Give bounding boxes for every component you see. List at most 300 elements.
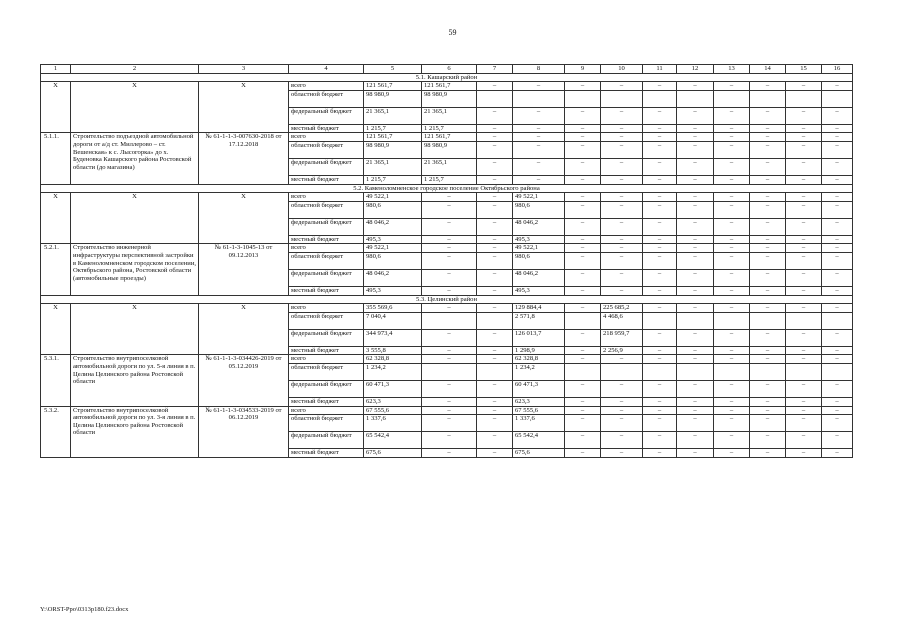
amount-cell: – <box>477 355 513 364</box>
amount-cell: 67 555,6 <box>364 406 422 415</box>
item-name: Х <box>71 304 199 355</box>
section-row <box>41 295 853 304</box>
amount-cell: – <box>422 286 477 295</box>
amount-cell: 98 980,9 <box>422 141 477 158</box>
amount-cell: – <box>750 286 786 295</box>
amount-cell: – <box>822 406 853 415</box>
amount-cell: – <box>601 82 643 91</box>
funding-source: областной бюджет <box>289 201 364 218</box>
amount-cell: – <box>643 82 677 91</box>
amount-cell: – <box>477 269 513 286</box>
amount-cell: – <box>565 304 601 313</box>
amount-cell: – <box>677 406 714 415</box>
amount-cell: – <box>477 141 513 158</box>
amount-cell: – <box>786 380 822 397</box>
table-row <box>41 304 853 313</box>
amount-cell <box>422 312 477 329</box>
amount-cell: – <box>601 193 643 202</box>
funding-source: федеральный бюджет <box>289 158 364 175</box>
amount-cell: – <box>477 158 513 175</box>
amount-cell: – <box>643 124 677 133</box>
section-title: 5.1. Кашарский район <box>41 73 853 82</box>
column-number: 14 <box>750 65 786 74</box>
amount-cell: 980,6 <box>513 201 565 218</box>
amount-cell: – <box>422 201 477 218</box>
amount-cell: – <box>714 124 750 133</box>
amount-cell: – <box>822 193 853 202</box>
amount-cell: – <box>565 244 601 253</box>
amount-cell: – <box>565 252 601 269</box>
amount-cell: – <box>477 244 513 253</box>
funding-source: местный бюджет <box>289 397 364 406</box>
amount-cell: – <box>750 218 786 235</box>
amount-cell: 121 561,7 <box>422 82 477 91</box>
amount-cell <box>677 312 714 329</box>
amount-cell <box>513 90 565 107</box>
amount-cell: – <box>677 415 714 432</box>
amount-cell <box>477 90 513 107</box>
amount-cell: – <box>565 201 601 218</box>
amount-cell: 48 046,2 <box>364 269 422 286</box>
amount-cell: – <box>822 141 853 158</box>
amount-cell: – <box>714 193 750 202</box>
amount-cell <box>750 312 786 329</box>
amount-cell: – <box>677 380 714 397</box>
amount-cell: – <box>750 244 786 253</box>
amount-cell: – <box>822 432 853 449</box>
amount-cell: – <box>422 406 477 415</box>
amount-cell: – <box>822 175 853 184</box>
amount-cell <box>714 363 750 380</box>
amount-cell: 980,6 <box>513 252 565 269</box>
table-row <box>41 244 853 253</box>
amount-cell: 67 555,6 <box>513 406 565 415</box>
amount-cell: 49 522,1 <box>513 193 565 202</box>
section-title: 5.3. Целинский район <box>41 295 853 304</box>
amount-cell: – <box>822 252 853 269</box>
amount-cell: 2 256,9 <box>601 346 643 355</box>
amount-cell: – <box>677 133 714 142</box>
funding-source: местный бюджет <box>289 175 364 184</box>
amount-cell: – <box>714 449 750 458</box>
amount-cell <box>565 363 601 380</box>
amount-cell: – <box>565 158 601 175</box>
amount-cell: – <box>677 397 714 406</box>
amount-cell: – <box>714 269 750 286</box>
amount-cell: – <box>822 380 853 397</box>
amount-cell: – <box>643 141 677 158</box>
amount-cell: 98 980,9 <box>364 90 422 107</box>
amount-cell: – <box>477 82 513 91</box>
amount-cell: – <box>714 175 750 184</box>
amount-cell: 49 522,1 <box>364 193 422 202</box>
amount-cell: – <box>677 141 714 158</box>
amount-cell: – <box>643 355 677 364</box>
amount-cell: 623,3 <box>513 397 565 406</box>
item-number: 5.3.2. <box>41 406 71 457</box>
amount-cell: – <box>786 304 822 313</box>
amount-cell: 1 298,9 <box>513 346 565 355</box>
amount-cell: 21 365,1 <box>364 158 422 175</box>
funding-source: областной бюджет <box>289 363 364 380</box>
amount-cell: 225 685,2 <box>601 304 643 313</box>
amount-cell: 7 040,4 <box>364 312 422 329</box>
amount-cell: 98 980,9 <box>364 141 422 158</box>
column-number: 12 <box>677 65 714 74</box>
amount-cell: 65 542,4 <box>364 432 422 449</box>
amount-cell: – <box>786 133 822 142</box>
funding-source: федеральный бюджет <box>289 218 364 235</box>
amount-cell: – <box>714 235 750 244</box>
amount-cell: – <box>601 124 643 133</box>
amount-cell: – <box>643 329 677 346</box>
amount-cell: 98 980,9 <box>422 90 477 107</box>
amount-cell: – <box>750 201 786 218</box>
amount-cell: 48 046,2 <box>513 269 565 286</box>
item-registration: Х <box>199 193 289 244</box>
amount-cell: – <box>786 158 822 175</box>
amount-cell <box>786 363 822 380</box>
item-number: Х <box>41 304 71 355</box>
amount-cell: – <box>822 235 853 244</box>
table-row <box>41 193 853 202</box>
amount-cell: – <box>601 415 643 432</box>
amount-cell: 1 234,2 <box>364 363 422 380</box>
amount-cell: – <box>643 415 677 432</box>
amount-cell: – <box>750 397 786 406</box>
amount-cell: 1 337,6 <box>364 415 422 432</box>
amount-cell: – <box>714 158 750 175</box>
amount-cell: – <box>601 141 643 158</box>
amount-cell: – <box>714 355 750 364</box>
amount-cell: – <box>513 158 565 175</box>
amount-cell: – <box>565 329 601 346</box>
amount-cell: – <box>822 201 853 218</box>
amount-cell: – <box>513 175 565 184</box>
amount-cell: – <box>477 406 513 415</box>
amount-cell: 60 471,3 <box>513 380 565 397</box>
funding-source: федеральный бюджет <box>289 380 364 397</box>
amount-cell: – <box>422 218 477 235</box>
amount-cell: – <box>477 286 513 295</box>
amount-cell: – <box>786 244 822 253</box>
amount-cell: – <box>601 244 643 253</box>
amount-cell: – <box>422 380 477 397</box>
amount-cell: – <box>513 82 565 91</box>
page-number: 59 <box>448 28 457 37</box>
column-number: 10 <box>601 65 643 74</box>
amount-cell <box>750 363 786 380</box>
amount-cell: – <box>643 380 677 397</box>
amount-cell: 1 234,2 <box>513 363 565 380</box>
amount-cell: – <box>422 432 477 449</box>
amount-cell: – <box>750 133 786 142</box>
amount-cell: – <box>565 141 601 158</box>
amount-cell: 21 365,1 <box>364 107 422 124</box>
amount-cell <box>822 90 853 107</box>
table-row <box>41 133 853 142</box>
table-body <box>41 65 853 458</box>
item-number: 5.1.1. <box>41 133 71 184</box>
amount-cell <box>714 312 750 329</box>
amount-cell <box>601 363 643 380</box>
amount-cell: – <box>822 218 853 235</box>
amount-cell: – <box>565 397 601 406</box>
amount-cell: – <box>714 244 750 253</box>
amount-cell: – <box>786 397 822 406</box>
amount-cell: – <box>643 269 677 286</box>
amount-cell: – <box>643 218 677 235</box>
amount-cell: – <box>786 269 822 286</box>
amount-cell: – <box>677 432 714 449</box>
amount-cell: – <box>643 346 677 355</box>
amount-cell: 355 569,6 <box>364 304 422 313</box>
document-footer: Y:\ORST-Ppo\0313p180.f23.docx <box>40 606 129 613</box>
amount-cell: – <box>422 415 477 432</box>
amount-cell: – <box>677 346 714 355</box>
amount-cell <box>822 363 853 380</box>
amount-cell: 49 522,1 <box>513 244 565 253</box>
funding-source: местный бюджет <box>289 449 364 458</box>
amount-cell: – <box>714 397 750 406</box>
column-number: 6 <box>422 65 477 74</box>
amount-cell: – <box>822 124 853 133</box>
funding-source: местный бюджет <box>289 346 364 355</box>
amount-cell: – <box>822 269 853 286</box>
funding-source: областной бюджет <box>289 312 364 329</box>
amount-cell: – <box>477 346 513 355</box>
amount-cell: – <box>714 329 750 346</box>
amount-cell: – <box>786 107 822 124</box>
amount-cell: – <box>786 252 822 269</box>
amount-cell: – <box>422 329 477 346</box>
amount-cell <box>643 363 677 380</box>
amount-cell: – <box>601 175 643 184</box>
amount-cell: – <box>513 133 565 142</box>
amount-cell: – <box>477 235 513 244</box>
amount-cell: – <box>677 107 714 124</box>
amount-cell: – <box>601 158 643 175</box>
section-title: 5.2. Каменоломненское городское поселение Октябрьского района <box>41 184 853 193</box>
amount-cell: – <box>750 175 786 184</box>
amount-cell: – <box>565 286 601 295</box>
amount-cell: – <box>422 304 477 313</box>
amount-cell: – <box>786 175 822 184</box>
amount-cell: 1 215,7 <box>422 124 477 133</box>
amount-cell: 1 215,7 <box>422 175 477 184</box>
amount-cell <box>677 363 714 380</box>
funding-source: местный бюджет <box>289 124 364 133</box>
amount-cell: – <box>422 449 477 458</box>
amount-cell: – <box>677 286 714 295</box>
amount-cell: – <box>677 201 714 218</box>
amount-cell: – <box>714 201 750 218</box>
amount-cell: – <box>786 286 822 295</box>
amount-cell: – <box>677 218 714 235</box>
amount-cell <box>422 363 477 380</box>
amount-cell: – <box>477 133 513 142</box>
item-name: Строительство внутрипоселковой автомобильной дороги по ул. 3-я линия в п. Целина Целинского района Ростовской области <box>71 406 199 457</box>
table-row <box>41 82 853 91</box>
amount-cell: – <box>750 355 786 364</box>
amount-cell: 21 365,1 <box>422 158 477 175</box>
amount-cell: – <box>786 193 822 202</box>
amount-cell: – <box>643 406 677 415</box>
amount-cell: 126 013,7 <box>513 329 565 346</box>
amount-cell: – <box>677 193 714 202</box>
column-number: 16 <box>822 65 853 74</box>
item-registration: Х <box>199 304 289 355</box>
amount-cell: – <box>677 269 714 286</box>
amount-cell: – <box>714 82 750 91</box>
funding-source: местный бюджет <box>289 286 364 295</box>
amount-cell: – <box>477 175 513 184</box>
column-number: 9 <box>565 65 601 74</box>
amount-cell: – <box>714 406 750 415</box>
amount-cell: – <box>643 304 677 313</box>
funding-source: всего <box>289 304 364 313</box>
amount-cell: 48 046,2 <box>364 218 422 235</box>
amount-cell: – <box>643 158 677 175</box>
amount-cell: – <box>822 133 853 142</box>
amount-cell: 495,3 <box>364 286 422 295</box>
table-row <box>41 406 853 415</box>
amount-cell: – <box>786 141 822 158</box>
amount-cell: – <box>513 124 565 133</box>
amount-cell: – <box>677 304 714 313</box>
amount-cell: – <box>601 201 643 218</box>
amount-cell: – <box>750 406 786 415</box>
amount-cell: – <box>565 193 601 202</box>
amount-cell: – <box>477 304 513 313</box>
amount-cell <box>477 312 513 329</box>
amount-cell: – <box>786 124 822 133</box>
amount-cell: – <box>786 406 822 415</box>
amount-cell: – <box>714 141 750 158</box>
amount-cell: 3 555,8 <box>364 346 422 355</box>
amount-cell: – <box>477 201 513 218</box>
amount-cell: – <box>601 235 643 244</box>
column-number: 8 <box>513 65 565 74</box>
item-name: Х <box>71 82 199 133</box>
item-registration: № 61-1-3-1045-13 от 09.12.2013 <box>199 244 289 295</box>
amount-cell: – <box>714 218 750 235</box>
item-name: Строительство подъездной автомобильной дороги от а/д ст. Миллерово – ст. Вешенская» к с. Лысогорка» до х. Буденовка Кашарского района Ростовской области (до магазина) <box>71 133 199 184</box>
amount-cell: – <box>714 304 750 313</box>
amount-cell: – <box>422 193 477 202</box>
amount-cell: – <box>677 449 714 458</box>
funding-source: областной бюджет <box>289 252 364 269</box>
amount-cell: – <box>565 406 601 415</box>
amount-cell: 623,3 <box>364 397 422 406</box>
amount-cell: – <box>422 252 477 269</box>
amount-cell: – <box>786 235 822 244</box>
amount-cell <box>643 90 677 107</box>
funding-source: всего <box>289 82 364 91</box>
amount-cell: 1 215,7 <box>364 175 422 184</box>
amount-cell: – <box>822 415 853 432</box>
amount-cell: 4 468,6 <box>601 312 643 329</box>
amount-cell: – <box>822 244 853 253</box>
amount-cell: – <box>822 158 853 175</box>
amount-cell: 62 328,8 <box>364 355 422 364</box>
column-number: 13 <box>714 65 750 74</box>
amount-cell: – <box>643 175 677 184</box>
amount-cell: – <box>677 355 714 364</box>
amount-cell: – <box>643 449 677 458</box>
amount-cell: – <box>714 133 750 142</box>
amount-cell <box>565 90 601 107</box>
item-number: Х <box>41 82 71 133</box>
column-number: 2 <box>71 65 199 74</box>
funding-source: федеральный бюджет <box>289 432 364 449</box>
amount-cell: – <box>422 355 477 364</box>
amount-cell <box>822 312 853 329</box>
amount-cell: – <box>601 355 643 364</box>
amount-cell: – <box>677 329 714 346</box>
amount-cell: – <box>643 432 677 449</box>
amount-cell: – <box>601 449 643 458</box>
amount-cell: 495,3 <box>513 235 565 244</box>
amount-cell: – <box>822 286 853 295</box>
amount-cell: – <box>643 235 677 244</box>
amount-cell: – <box>601 406 643 415</box>
amount-cell: 1 215,7 <box>364 124 422 133</box>
amount-cell: 129 884,4 <box>513 304 565 313</box>
item-registration: № 61-1-1-3-034533-2019 от 06.12.2019 <box>199 406 289 457</box>
amount-cell: – <box>714 252 750 269</box>
amount-cell: – <box>565 124 601 133</box>
amount-cell: 344 973,4 <box>364 329 422 346</box>
amount-cell: – <box>677 252 714 269</box>
section-row <box>41 184 853 193</box>
amount-cell: – <box>750 346 786 355</box>
amount-cell: – <box>565 380 601 397</box>
item-registration: Х <box>199 82 289 133</box>
amount-cell: – <box>601 107 643 124</box>
amount-cell: – <box>477 329 513 346</box>
amount-cell: – <box>477 124 513 133</box>
funding-source: федеральный бюджет <box>289 329 364 346</box>
amount-cell <box>714 90 750 107</box>
amount-cell: – <box>601 269 643 286</box>
amount-cell: – <box>714 286 750 295</box>
amount-cell: 980,6 <box>364 252 422 269</box>
column-number: 3 <box>199 65 289 74</box>
amount-cell: – <box>601 432 643 449</box>
amount-cell: – <box>422 235 477 244</box>
amount-cell: 1 337,6 <box>513 415 565 432</box>
item-number: Х <box>41 193 71 244</box>
amount-cell: – <box>565 133 601 142</box>
amount-cell: 218 959,7 <box>601 329 643 346</box>
amount-cell: 65 542,4 <box>513 432 565 449</box>
amount-cell: – <box>822 355 853 364</box>
item-name: Строительство инженерной инфраструктуры перспективной застройки в Каменоломненском городском поселении, Октябрьского района, Ростовской области (автомобильные проезды) <box>71 244 199 295</box>
amount-cell: 62 328,8 <box>513 355 565 364</box>
amount-cell: – <box>677 124 714 133</box>
amount-cell: – <box>643 286 677 295</box>
amount-cell: – <box>565 107 601 124</box>
amount-cell <box>750 90 786 107</box>
funding-source: всего <box>289 355 364 364</box>
amount-cell: 121 561,7 <box>422 133 477 142</box>
amount-cell: – <box>786 415 822 432</box>
item-number: 5.3.1. <box>41 355 71 406</box>
amount-cell: 21 365,1 <box>422 107 477 124</box>
amount-cell: – <box>786 346 822 355</box>
amount-cell: – <box>565 346 601 355</box>
